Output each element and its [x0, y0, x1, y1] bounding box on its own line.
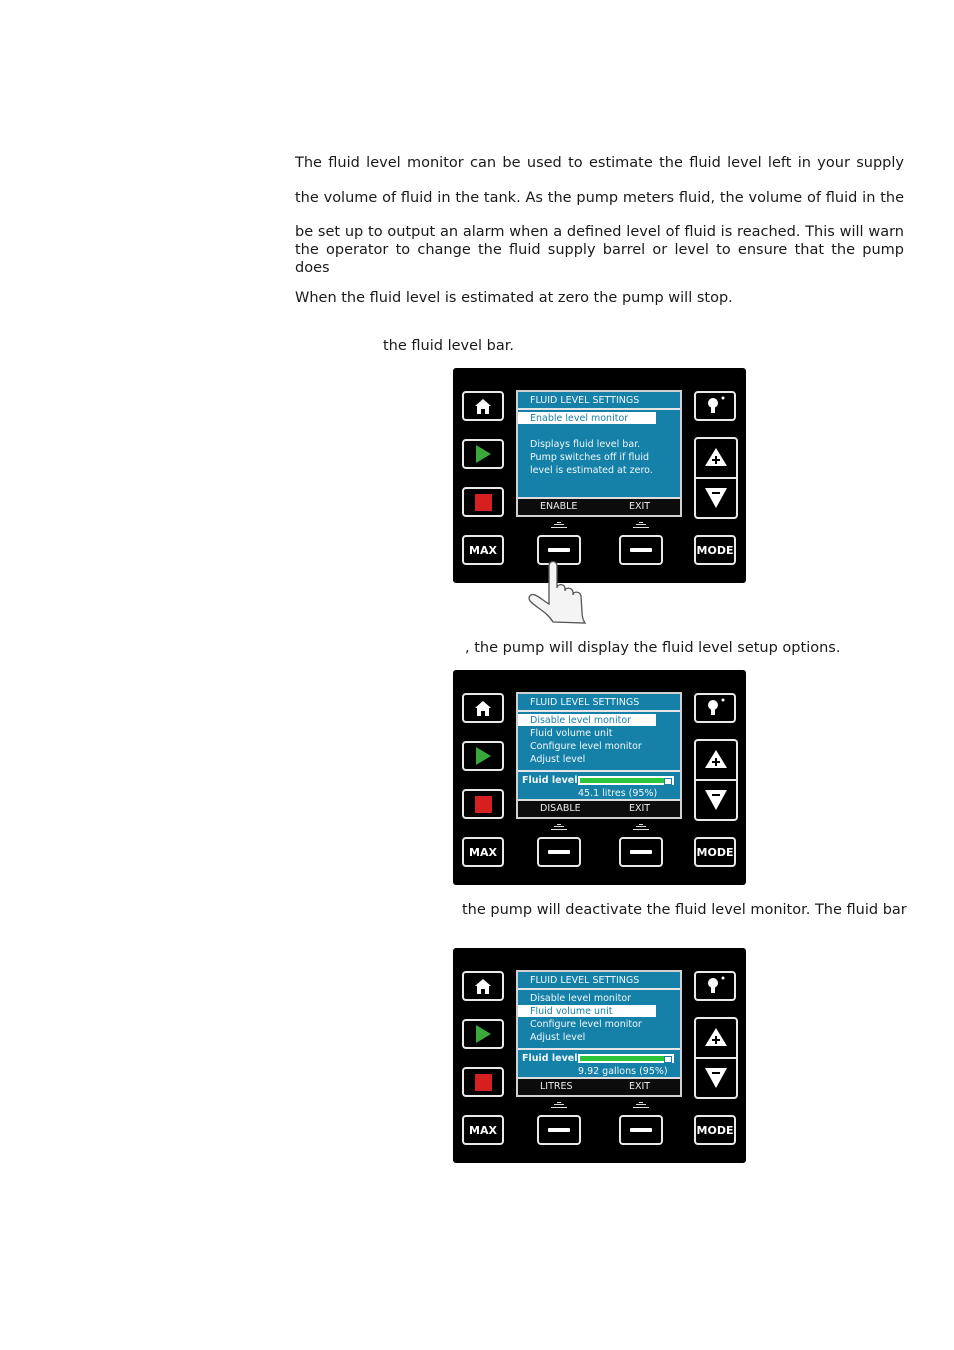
max-button[interactable] — [462, 837, 504, 867]
screen-title: FLUID LEVEL SETTINGS — [530, 395, 640, 406]
bulb-icon — [704, 396, 726, 416]
paragraph-intro-line3: be set up to output an alarm when a defined level of fluid is reached. This will warn — [295, 224, 904, 240]
soft-label-right: EXIT — [629, 501, 651, 512]
stop-icon — [475, 494, 492, 511]
paragraph-intro-line2: the volume of fluid in the tank. As the pump meters fluid, the volume of fluid in the — [295, 190, 904, 206]
home-button[interactable] — [462, 391, 504, 421]
menu-item-adjust-level[interactable]: Adjust level — [530, 754, 586, 765]
down-minus-button[interactable] — [704, 1067, 728, 1093]
soft-key-right[interactable] — [619, 1115, 663, 1145]
control-panel-3 — [453, 948, 746, 1163]
max-button[interactable] — [462, 535, 504, 565]
soft-key-left[interactable] — [537, 837, 581, 867]
down-minus-icon — [704, 789, 728, 811]
soft-key-indicator-right — [632, 1100, 650, 1110]
mode-button[interactable] — [694, 535, 736, 565]
dash-icon — [630, 548, 652, 552]
max-label: MAX — [469, 1123, 497, 1137]
soft-key-indicator-left — [550, 520, 568, 530]
play-icon — [474, 444, 492, 464]
soft-label-left: LITRES — [540, 1081, 573, 1092]
arrow-buttons — [694, 739, 738, 821]
soft-label-right: EXIT — [629, 803, 651, 814]
bulb-icon — [704, 976, 726, 996]
soft-key-labels — [518, 1077, 680, 1095]
menu-item-adjust-level[interactable]: Adjust level — [530, 1032, 586, 1043]
home-icon — [474, 978, 492, 995]
up-plus-icon — [704, 1027, 728, 1047]
control-panel-2 — [453, 670, 746, 885]
menu-item-configure-level-monitor[interactable]: Configure level monitor — [530, 741, 642, 752]
menu-item-configure-level-monitor[interactable]: Configure level monitor — [530, 1019, 642, 1030]
arrow-buttons — [694, 437, 738, 519]
menu-item-fluid-volume-unit[interactable]: Fluid volume unit — [518, 1005, 656, 1017]
info-line: level is estimated at zero. — [530, 465, 653, 476]
dash-icon — [630, 850, 652, 854]
stop-icon — [475, 796, 492, 813]
fluid-level-label: Fluid level — [522, 775, 578, 786]
lcd-screen — [516, 692, 682, 819]
mode-button[interactable] — [694, 1115, 736, 1145]
fluid-level-bar — [578, 776, 674, 785]
soft-key-indicator-left — [550, 1100, 568, 1110]
play-icon — [474, 746, 492, 766]
soft-label-left: ENABLE — [540, 501, 578, 512]
soft-key-labels — [518, 799, 680, 817]
paragraph-intro-line1: The fluid level monitor can be used to estimate the fluid level left in your supply — [295, 155, 904, 171]
fluid-level-bar-fill — [580, 1056, 664, 1061]
up-plus-button[interactable] — [704, 1027, 728, 1051]
soft-key-indicator-right — [632, 822, 650, 832]
fluid-level-bar-fill — [580, 778, 664, 783]
down-minus-button[interactable] — [704, 789, 728, 815]
paragraph-intro-line4: the operator to change the fluid supply barrel or level to ensure that the pump does — [295, 242, 904, 276]
paragraph-deactivate: the pump will deactivate the fluid level monitor. The fluid bar — [462, 902, 907, 918]
up-plus-icon — [704, 447, 728, 467]
fluid-level-value: 9.92 gallons (95%) — [578, 1066, 668, 1077]
paragraph-setup-options: , the pump will display the fluid level setup options. — [465, 640, 841, 656]
play-icon — [474, 1024, 492, 1044]
up-plus-button[interactable] — [704, 447, 728, 471]
home-icon — [474, 398, 492, 415]
down-minus-icon — [704, 487, 728, 509]
soft-label-right: EXIT — [629, 1081, 651, 1092]
light-button[interactable] — [694, 693, 736, 723]
dash-icon — [548, 850, 570, 854]
pointing-hand-icon — [525, 560, 600, 624]
paragraph-level-bar: the fluid level bar. — [383, 338, 514, 354]
lcd-screen — [516, 390, 682, 517]
up-plus-button[interactable] — [704, 749, 728, 773]
info-line: Displays fluid level bar. — [530, 439, 641, 450]
dash-icon — [548, 1128, 570, 1132]
stop-button[interactable] — [462, 1067, 504, 1097]
stop-button[interactable] — [462, 487, 504, 517]
soft-label-left: DISABLE — [540, 803, 581, 814]
menu-item-fluid-volume-unit[interactable]: Fluid volume unit — [530, 728, 613, 739]
max-label: MAX — [469, 543, 497, 557]
screen-title: FLUID LEVEL SETTINGS — [530, 697, 640, 708]
home-button[interactable] — [462, 971, 504, 1001]
menu-item-disable-level-monitor[interactable]: Disable level monitor — [530, 993, 632, 1004]
info-line: Pump switches off if fluid — [530, 452, 650, 463]
fluid-level-label: Fluid level — [522, 1053, 578, 1064]
max-button[interactable] — [462, 1115, 504, 1145]
run-button[interactable] — [462, 439, 504, 469]
paragraph-stop-note: When the fluid level is estimated at zero the pump will stop. — [295, 290, 733, 306]
light-button[interactable] — [694, 391, 736, 421]
menu-item-enable-level-monitor[interactable]: Enable level monitor — [518, 412, 656, 424]
down-minus-icon — [704, 1067, 728, 1089]
lcd-screen — [516, 970, 682, 1097]
max-label: MAX — [469, 845, 497, 859]
light-button[interactable] — [694, 971, 736, 1001]
menu-item-disable-level-monitor[interactable]: Disable level monitor — [518, 714, 656, 726]
dash-icon — [630, 1128, 652, 1132]
stop-icon — [475, 1074, 492, 1091]
soft-key-left[interactable] — [537, 1115, 581, 1145]
soft-key-right[interactable] — [619, 535, 663, 565]
run-button[interactable] — [462, 741, 504, 771]
mode-label: MODE — [696, 543, 734, 557]
soft-key-right[interactable] — [619, 837, 663, 867]
screen-title: FLUID LEVEL SETTINGS — [530, 975, 640, 986]
up-plus-icon — [704, 749, 728, 769]
home-icon — [474, 700, 492, 717]
fluid-level-value: 45.1 litres (95%) — [578, 788, 658, 799]
soft-key-indicator-right — [632, 520, 650, 530]
mode-label: MODE — [696, 1123, 734, 1137]
soft-key-indicator-left — [550, 822, 568, 832]
mode-button[interactable] — [694, 837, 736, 867]
bulb-icon — [704, 698, 726, 718]
control-panel-1 — [453, 368, 746, 583]
run-button[interactable] — [462, 1019, 504, 1049]
home-button[interactable] — [462, 693, 504, 723]
down-minus-button[interactable] — [704, 487, 728, 513]
arrow-buttons — [694, 1017, 738, 1099]
fluid-level-bar — [578, 1054, 674, 1063]
mode-label: MODE — [696, 845, 734, 859]
dash-icon — [548, 548, 570, 552]
soft-key-labels — [518, 497, 680, 515]
stop-button[interactable] — [462, 789, 504, 819]
